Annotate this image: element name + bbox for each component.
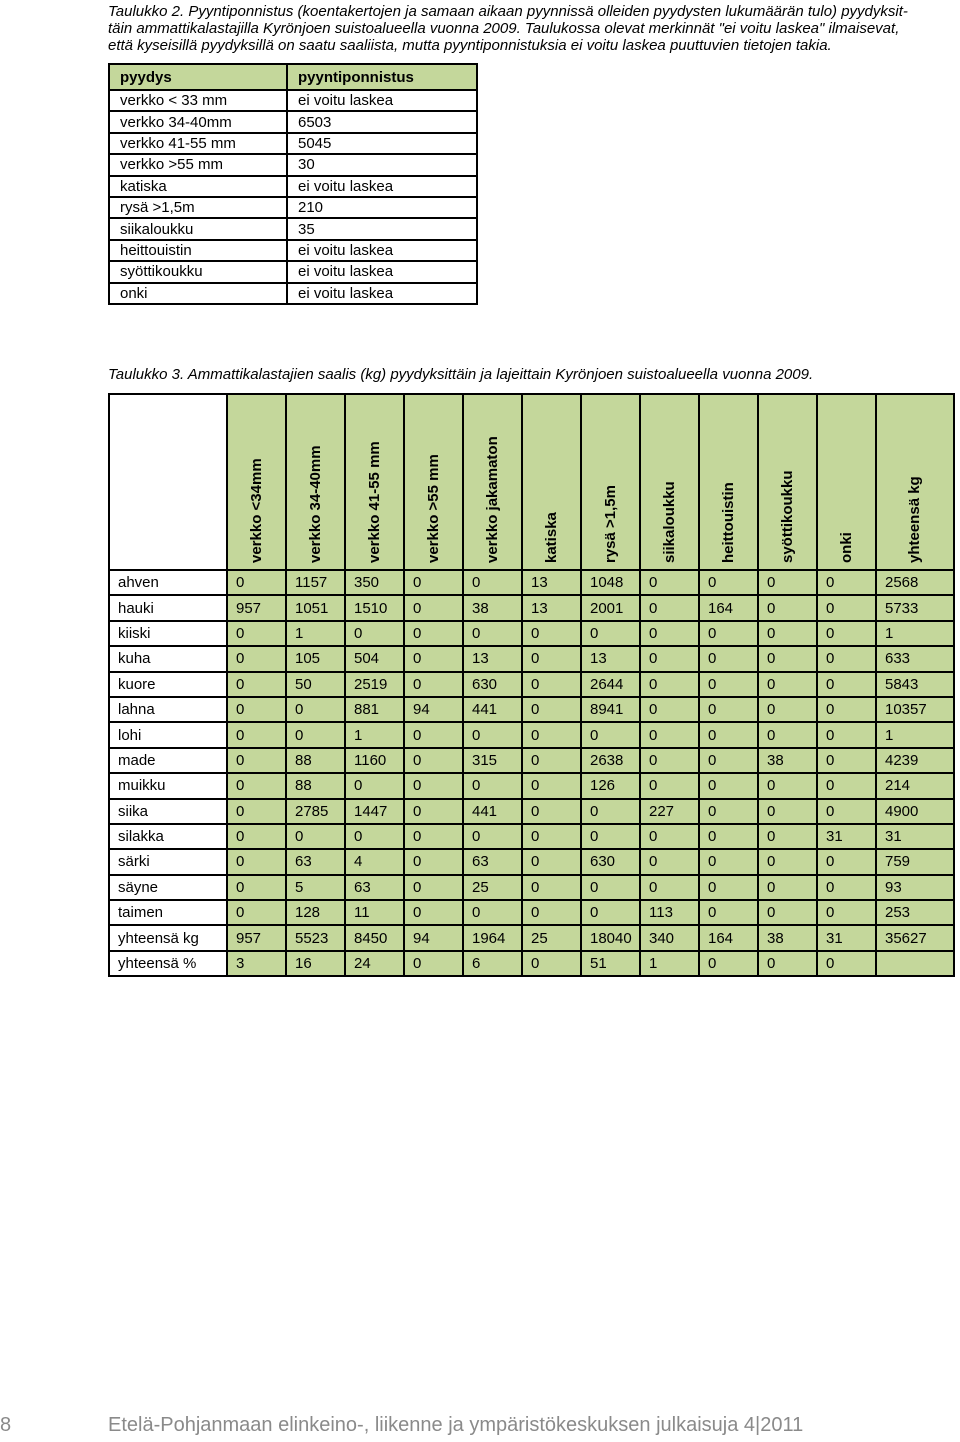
table-row xyxy=(109,283,477,304)
catch-value-cell: 10357 xyxy=(876,697,954,722)
table-row xyxy=(109,197,477,218)
catch-value-cell: 94 xyxy=(404,697,463,722)
catch-value-cell: 0 xyxy=(758,849,817,874)
catch-value-cell: 0 xyxy=(758,646,817,671)
catch-value-cell: 0 xyxy=(286,697,345,722)
species-cell: yhteensä kg xyxy=(109,925,227,950)
catch-value-cell: 0 xyxy=(640,595,699,620)
catch-value-cell: 0 xyxy=(345,621,404,646)
catch-value-cell: 227 xyxy=(640,799,699,824)
catch-value-cell: 0 xyxy=(817,951,876,976)
catch-value-cell: 0 xyxy=(227,900,286,925)
catch-value-cell: 0 xyxy=(522,900,581,925)
table-row xyxy=(109,595,954,620)
table2-caption-line: että kyseisillä pyydyksillä on saatu saaliista, mutta pyyntiponnistuksia ei voitu laskea puuttuvien tietojen takia. xyxy=(108,37,832,54)
catch-value-cell: 0 xyxy=(227,849,286,874)
effort-value-cell: 30 xyxy=(287,154,477,175)
catch-value-cell: 105 xyxy=(286,646,345,671)
catch-value-cell: 253 xyxy=(876,900,954,925)
catch-value-cell: 4 xyxy=(345,849,404,874)
catch-value-cell: 630 xyxy=(581,849,640,874)
catch-value-cell: 13 xyxy=(581,646,640,671)
catch-value-cell: 0 xyxy=(227,672,286,697)
catch-value-cell: 0 xyxy=(286,824,345,849)
catch-value-cell: 0 xyxy=(640,875,699,900)
catch-value-cell: 0 xyxy=(404,824,463,849)
catch-value-cell: 0 xyxy=(404,595,463,620)
catch-value-cell: 0 xyxy=(463,900,522,925)
catch-value-cell: 1051 xyxy=(286,595,345,620)
table-row xyxy=(109,133,477,154)
catch-value-cell: 0 xyxy=(758,621,817,646)
catch-value-cell: 63 xyxy=(286,849,345,874)
catch-value-cell: 0 xyxy=(758,951,817,976)
column-header-label: katiska xyxy=(542,512,560,563)
catch-value-cell: 0 xyxy=(699,621,758,646)
gear-type-cell: verkko 41-55 mm xyxy=(109,133,287,154)
catch-value-cell: 8941 xyxy=(581,697,640,722)
catch-value-cell: 315 xyxy=(463,748,522,773)
catch-value-cell: 0 xyxy=(522,875,581,900)
catch-value-cell: 16 xyxy=(286,951,345,976)
catch-value-cell: 881 xyxy=(345,697,404,722)
catch-value-cell: 504 xyxy=(345,646,404,671)
catch-value-cell: 0 xyxy=(817,849,876,874)
catch-value-cell: 11 xyxy=(345,900,404,925)
column-header-label: heittouistin xyxy=(719,482,737,563)
effort-value-cell: 5045 xyxy=(287,133,477,154)
column-header-label: verkko <34mm xyxy=(247,458,265,563)
gear-type-cell: syöttikoukku xyxy=(109,261,287,282)
catch-value-cell: 164 xyxy=(699,925,758,950)
species-cell: ahven xyxy=(109,570,227,595)
catch-value-cell: 0 xyxy=(522,748,581,773)
table-row xyxy=(109,748,954,773)
column-header xyxy=(758,394,817,570)
table-row xyxy=(109,875,954,900)
catch-value-cell: 113 xyxy=(640,900,699,925)
catch-value-cell: 0 xyxy=(404,799,463,824)
catch-value-cell: 0 xyxy=(404,570,463,595)
catch-value-cell: 0 xyxy=(522,849,581,874)
column-header-label: yhteensä kg xyxy=(906,476,923,563)
catch-value-cell: 1 xyxy=(286,621,345,646)
catch-value-cell: 164 xyxy=(699,595,758,620)
catch-value-cell: 1 xyxy=(640,951,699,976)
catch-value-cell: 1157 xyxy=(286,570,345,595)
catch-value-cell: 51 xyxy=(581,951,640,976)
catch-value-cell: 0 xyxy=(404,951,463,976)
species-cell: lahna xyxy=(109,697,227,722)
catch-value-cell: 6 xyxy=(463,951,522,976)
catch-value-cell: 8450 xyxy=(345,925,404,950)
catch-value-cell: 0 xyxy=(699,951,758,976)
catch-value-cell: 2638 xyxy=(581,748,640,773)
catch-value-cell: 1510 xyxy=(345,595,404,620)
column-header-label: verkko jakamaton xyxy=(483,436,501,563)
catch-value-cell: 88 xyxy=(286,748,345,773)
catch-value-cell: 0 xyxy=(463,570,522,595)
gear-type-cell: siikaloukku xyxy=(109,218,287,239)
catch-value-cell: 759 xyxy=(876,849,954,874)
catch-value-cell: 31 xyxy=(817,824,876,849)
column-header xyxy=(640,394,699,570)
species-cell: säyne xyxy=(109,875,227,900)
catch-value-cell: 0 xyxy=(640,849,699,874)
table-row xyxy=(109,90,477,111)
column-header xyxy=(404,394,463,570)
catch-value-cell: 0 xyxy=(404,672,463,697)
table-row xyxy=(109,621,954,646)
catch-value-cell: 0 xyxy=(404,722,463,747)
catch-value-cell: 0 xyxy=(227,722,286,747)
catch-value-cell: 4900 xyxy=(876,799,954,824)
table-row xyxy=(109,570,954,595)
gear-type-cell: rysä >1,5m xyxy=(109,197,287,218)
column-header: pyyntiponnistus xyxy=(287,64,477,90)
catch-value-cell: 1964 xyxy=(463,925,522,950)
catch-value-cell: 24 xyxy=(345,951,404,976)
species-cell: made xyxy=(109,748,227,773)
catch-value-cell: 441 xyxy=(463,799,522,824)
corner-cell xyxy=(109,394,227,570)
catch-value-cell: 1160 xyxy=(345,748,404,773)
catch-value-cell: 50 xyxy=(286,672,345,697)
catch-value-cell: 63 xyxy=(463,849,522,874)
catch-value-cell: 0 xyxy=(227,621,286,646)
column-header-label: rysä >1,5m xyxy=(601,485,619,563)
catch-value-cell: 0 xyxy=(817,748,876,773)
catch-value-cell: 0 xyxy=(463,722,522,747)
catch-value-cell: 0 xyxy=(581,824,640,849)
species-cell: kuha xyxy=(109,646,227,671)
catch-value-cell: 13 xyxy=(522,595,581,620)
catch-value-cell: 0 xyxy=(817,900,876,925)
catch-value-cell: 0 xyxy=(758,672,817,697)
effort-value-cell: 35 xyxy=(287,218,477,239)
effort-value-cell: ei voitu laskea xyxy=(287,240,477,261)
catch-value-cell: 0 xyxy=(817,722,876,747)
catch-value-cell: 0 xyxy=(522,697,581,722)
catch-value-cell: 0 xyxy=(522,646,581,671)
catch-value-cell: 0 xyxy=(817,672,876,697)
catch-value-cell: 0 xyxy=(404,875,463,900)
catch-value-cell: 0 xyxy=(581,875,640,900)
column-header xyxy=(699,394,758,570)
catch-value-cell: 0 xyxy=(758,697,817,722)
effort-table xyxy=(108,63,478,305)
catch-value-cell: 0 xyxy=(817,595,876,620)
catch-value-cell: 0 xyxy=(345,824,404,849)
catch-value-cell: 0 xyxy=(640,697,699,722)
species-cell: kiiski xyxy=(109,621,227,646)
species-cell: siika xyxy=(109,799,227,824)
catch-value-cell: 0 xyxy=(522,722,581,747)
catch-value-cell: 0 xyxy=(817,773,876,798)
catch-value-cell: 0 xyxy=(640,570,699,595)
catch-value-cell: 0 xyxy=(699,773,758,798)
catch-value-cell: 35627 xyxy=(876,925,954,950)
catch-value-cell: 2568 xyxy=(876,570,954,595)
catch-value-cell: 0 xyxy=(227,646,286,671)
catch-value-cell: 63 xyxy=(345,875,404,900)
effort-value-cell: 6503 xyxy=(287,111,477,132)
column-header xyxy=(581,394,640,570)
catch-value-cell: 441 xyxy=(463,697,522,722)
catch-value-cell: 0 xyxy=(758,824,817,849)
catch-value-cell: 0 xyxy=(227,773,286,798)
catch-value-cell: 0 xyxy=(758,799,817,824)
catch-value-cell: 0 xyxy=(522,824,581,849)
catch-value-cell: 0 xyxy=(817,621,876,646)
table-row xyxy=(109,900,954,925)
gear-type-cell: katiska xyxy=(109,176,287,197)
catch-value-cell: 5 xyxy=(286,875,345,900)
gear-type-cell: verkko < 33 mm xyxy=(109,90,287,111)
catch-value-cell: 633 xyxy=(876,646,954,671)
catch-value-cell: 4239 xyxy=(876,748,954,773)
catch-value-cell: 340 xyxy=(640,925,699,950)
column-header xyxy=(286,394,345,570)
catch-value-cell: 0 xyxy=(463,773,522,798)
catch-value-cell: 18040 xyxy=(581,925,640,950)
table-row xyxy=(109,925,954,950)
catch-value-cell: 88 xyxy=(286,773,345,798)
catch-value-cell: 0 xyxy=(404,621,463,646)
catch-value-cell: 0 xyxy=(699,722,758,747)
catch-value-cell: 2785 xyxy=(286,799,345,824)
catch-value-cell: 1 xyxy=(876,722,954,747)
publication-title: Etelä-Pohjanmaan elinkeino-, liikenne ja ympäristökeskuksen julkaisuja 4|2011 xyxy=(108,1414,804,1436)
catch-value-cell: 0 xyxy=(581,900,640,925)
column-header xyxy=(227,394,286,570)
table-row xyxy=(109,824,954,849)
species-cell: muikku xyxy=(109,773,227,798)
table-row xyxy=(109,111,477,132)
table-row xyxy=(109,697,954,722)
catch-value-cell: 0 xyxy=(758,875,817,900)
column-header xyxy=(463,394,522,570)
catch-value-cell: 0 xyxy=(640,748,699,773)
column-header-label: onki xyxy=(837,532,855,563)
catch-value-cell: 0 xyxy=(758,900,817,925)
catch-value-cell: 957 xyxy=(227,925,286,950)
table-row xyxy=(109,849,954,874)
catch-value-cell: 0 xyxy=(404,849,463,874)
catch-value-cell: 0 xyxy=(817,697,876,722)
catch-value-cell: 0 xyxy=(227,799,286,824)
catch-value-cell: 0 xyxy=(522,951,581,976)
catch-value-cell: 2001 xyxy=(581,595,640,620)
catch-value-cell: 0 xyxy=(286,722,345,747)
catch-value-cell: 0 xyxy=(227,697,286,722)
catch-value-cell: 38 xyxy=(758,748,817,773)
catch-value-cell: 0 xyxy=(227,824,286,849)
catch-value-cell: 0 xyxy=(640,646,699,671)
catch-value-cell: 0 xyxy=(581,799,640,824)
column-header xyxy=(345,394,404,570)
catch-value-cell: 31 xyxy=(876,824,954,849)
catch-value-cell: 0 xyxy=(699,900,758,925)
catch-value-cell: 0 xyxy=(404,748,463,773)
catch-value-cell: 31 xyxy=(817,925,876,950)
species-cell: hauki xyxy=(109,595,227,620)
table-row xyxy=(109,799,954,824)
catch-value-cell: 1447 xyxy=(345,799,404,824)
table-header-row xyxy=(109,64,477,90)
effort-value-cell: 210 xyxy=(287,197,477,218)
effort-value-cell: ei voitu laskea xyxy=(287,90,477,111)
catch-table xyxy=(108,393,955,977)
page-number: 8 xyxy=(0,1414,12,1436)
catch-value-cell: 0 xyxy=(699,672,758,697)
catch-value-cell: 957 xyxy=(227,595,286,620)
catch-value-cell: 0 xyxy=(699,570,758,595)
catch-value-cell: 0 xyxy=(227,875,286,900)
catch-value-cell: 0 xyxy=(522,799,581,824)
table-row xyxy=(109,240,477,261)
catch-value-cell: 1 xyxy=(345,722,404,747)
catch-value-cell: 0 xyxy=(699,824,758,849)
catch-value-cell: 5843 xyxy=(876,672,954,697)
species-cell: yhteensä % xyxy=(109,951,227,976)
table-row xyxy=(109,154,477,175)
catch-value-cell: 1 xyxy=(876,621,954,646)
catch-value-cell: 350 xyxy=(345,570,404,595)
catch-value-cell: 25 xyxy=(522,925,581,950)
catch-value-cell: 0 xyxy=(404,900,463,925)
catch-value-cell: 0 xyxy=(227,748,286,773)
catch-value-cell: 0 xyxy=(758,773,817,798)
catch-value-cell: 126 xyxy=(581,773,640,798)
catch-value-cell: 0 xyxy=(227,570,286,595)
catch-value-cell: 0 xyxy=(817,646,876,671)
catch-value-cell xyxy=(876,951,954,976)
effort-value-cell: ei voitu laskea xyxy=(287,176,477,197)
catch-value-cell: 2644 xyxy=(581,672,640,697)
catch-value-cell: 0 xyxy=(640,773,699,798)
catch-value-cell: 0 xyxy=(817,875,876,900)
species-cell: kuore xyxy=(109,672,227,697)
gear-type-cell: verkko 34-40mm xyxy=(109,111,287,132)
catch-value-cell: 0 xyxy=(345,773,404,798)
column-header xyxy=(522,394,581,570)
catch-value-cell: 0 xyxy=(699,748,758,773)
catch-value-cell: 3 xyxy=(227,951,286,976)
column-header-label: verkko 34-40mm xyxy=(306,445,324,563)
catch-value-cell: 0 xyxy=(758,722,817,747)
catch-value-cell: 0 xyxy=(817,799,876,824)
column-header-label: syöttikoukku xyxy=(778,470,796,563)
effort-value-cell: ei voitu laskea xyxy=(287,261,477,282)
catch-value-cell: 94 xyxy=(404,925,463,950)
column-header-label: verkko 41-55 mm xyxy=(365,441,383,563)
catch-value-cell: 93 xyxy=(876,875,954,900)
table-row xyxy=(109,672,954,697)
catch-value-cell: 128 xyxy=(286,900,345,925)
catch-value-cell: 0 xyxy=(699,697,758,722)
catch-value-cell: 0 xyxy=(522,621,581,646)
catch-value-cell: 0 xyxy=(463,824,522,849)
table2-caption xyxy=(108,3,960,54)
catch-value-cell: 0 xyxy=(640,621,699,646)
catch-value-cell: 0 xyxy=(758,595,817,620)
column-header-label: siikaloukku xyxy=(660,481,678,563)
species-cell: taimen xyxy=(109,900,227,925)
table3-caption: Taulukko 3. Ammattikalastajien saalis (kg) pyydyksittäin ja lajeittain Kyrönjoen suistoalueella vuonna 2009. xyxy=(108,366,814,383)
table2-caption-line: täin ammattikalastajilla Kyrönjoen suistoalueella vuonna 2009. Taulukossa olevat merkinnät "ei voitu laskea" ilmaisevat, xyxy=(108,20,900,37)
catch-value-cell: 0 xyxy=(581,621,640,646)
catch-value-cell: 25 xyxy=(463,875,522,900)
catch-value-cell: 214 xyxy=(876,773,954,798)
catch-value-cell: 2519 xyxy=(345,672,404,697)
catch-value-cell: 5733 xyxy=(876,595,954,620)
catch-value-cell: 0 xyxy=(699,646,758,671)
gear-type-cell: heittouistin xyxy=(109,240,287,261)
catch-value-cell: 0 xyxy=(404,773,463,798)
column-header xyxy=(876,394,954,570)
catch-value-cell: 0 xyxy=(581,722,640,747)
catch-value-cell: 0 xyxy=(640,824,699,849)
catch-value-cell: 0 xyxy=(640,722,699,747)
catch-value-cell: 0 xyxy=(404,646,463,671)
catch-value-cell: 1048 xyxy=(581,570,640,595)
column-header: pyydys xyxy=(109,64,287,90)
species-cell: särki xyxy=(109,849,227,874)
column-header-label: verkko >55 mm xyxy=(424,454,442,563)
table-row xyxy=(109,773,954,798)
catch-value-cell: 13 xyxy=(463,646,522,671)
column-header xyxy=(817,394,876,570)
catch-value-cell: 0 xyxy=(640,672,699,697)
gear-type-cell: onki xyxy=(109,283,287,304)
species-cell: silakka xyxy=(109,824,227,849)
table-header-row xyxy=(109,394,954,570)
table-row xyxy=(109,951,954,976)
catch-value-cell: 0 xyxy=(699,799,758,824)
catch-value-cell: 0 xyxy=(817,570,876,595)
effort-value-cell: ei voitu laskea xyxy=(287,283,477,304)
catch-value-cell: 5523 xyxy=(286,925,345,950)
table-row xyxy=(109,176,477,197)
catch-value-cell: 0 xyxy=(522,672,581,697)
catch-value-cell: 630 xyxy=(463,672,522,697)
catch-value-cell: 0 xyxy=(699,849,758,874)
species-cell: lohi xyxy=(109,722,227,747)
table-row xyxy=(109,646,954,671)
catch-value-cell: 0 xyxy=(758,570,817,595)
table-row xyxy=(109,218,477,239)
catch-value-cell: 38 xyxy=(463,595,522,620)
gear-type-cell: verkko >55 mm xyxy=(109,154,287,175)
catch-value-cell: 0 xyxy=(463,621,522,646)
catch-value-cell: 38 xyxy=(758,925,817,950)
table-row xyxy=(109,261,477,282)
table-row xyxy=(109,722,954,747)
catch-value-cell: 0 xyxy=(699,875,758,900)
catch-value-cell: 13 xyxy=(522,570,581,595)
catch-value-cell: 0 xyxy=(522,773,581,798)
table2-caption-line: Taulukko 2. Pyyntiponnistus (koentakertojen ja samaan aikaan pyynnissä olleiden pyydysten lukumäärän tulo) pyydyksit- xyxy=(108,3,908,20)
